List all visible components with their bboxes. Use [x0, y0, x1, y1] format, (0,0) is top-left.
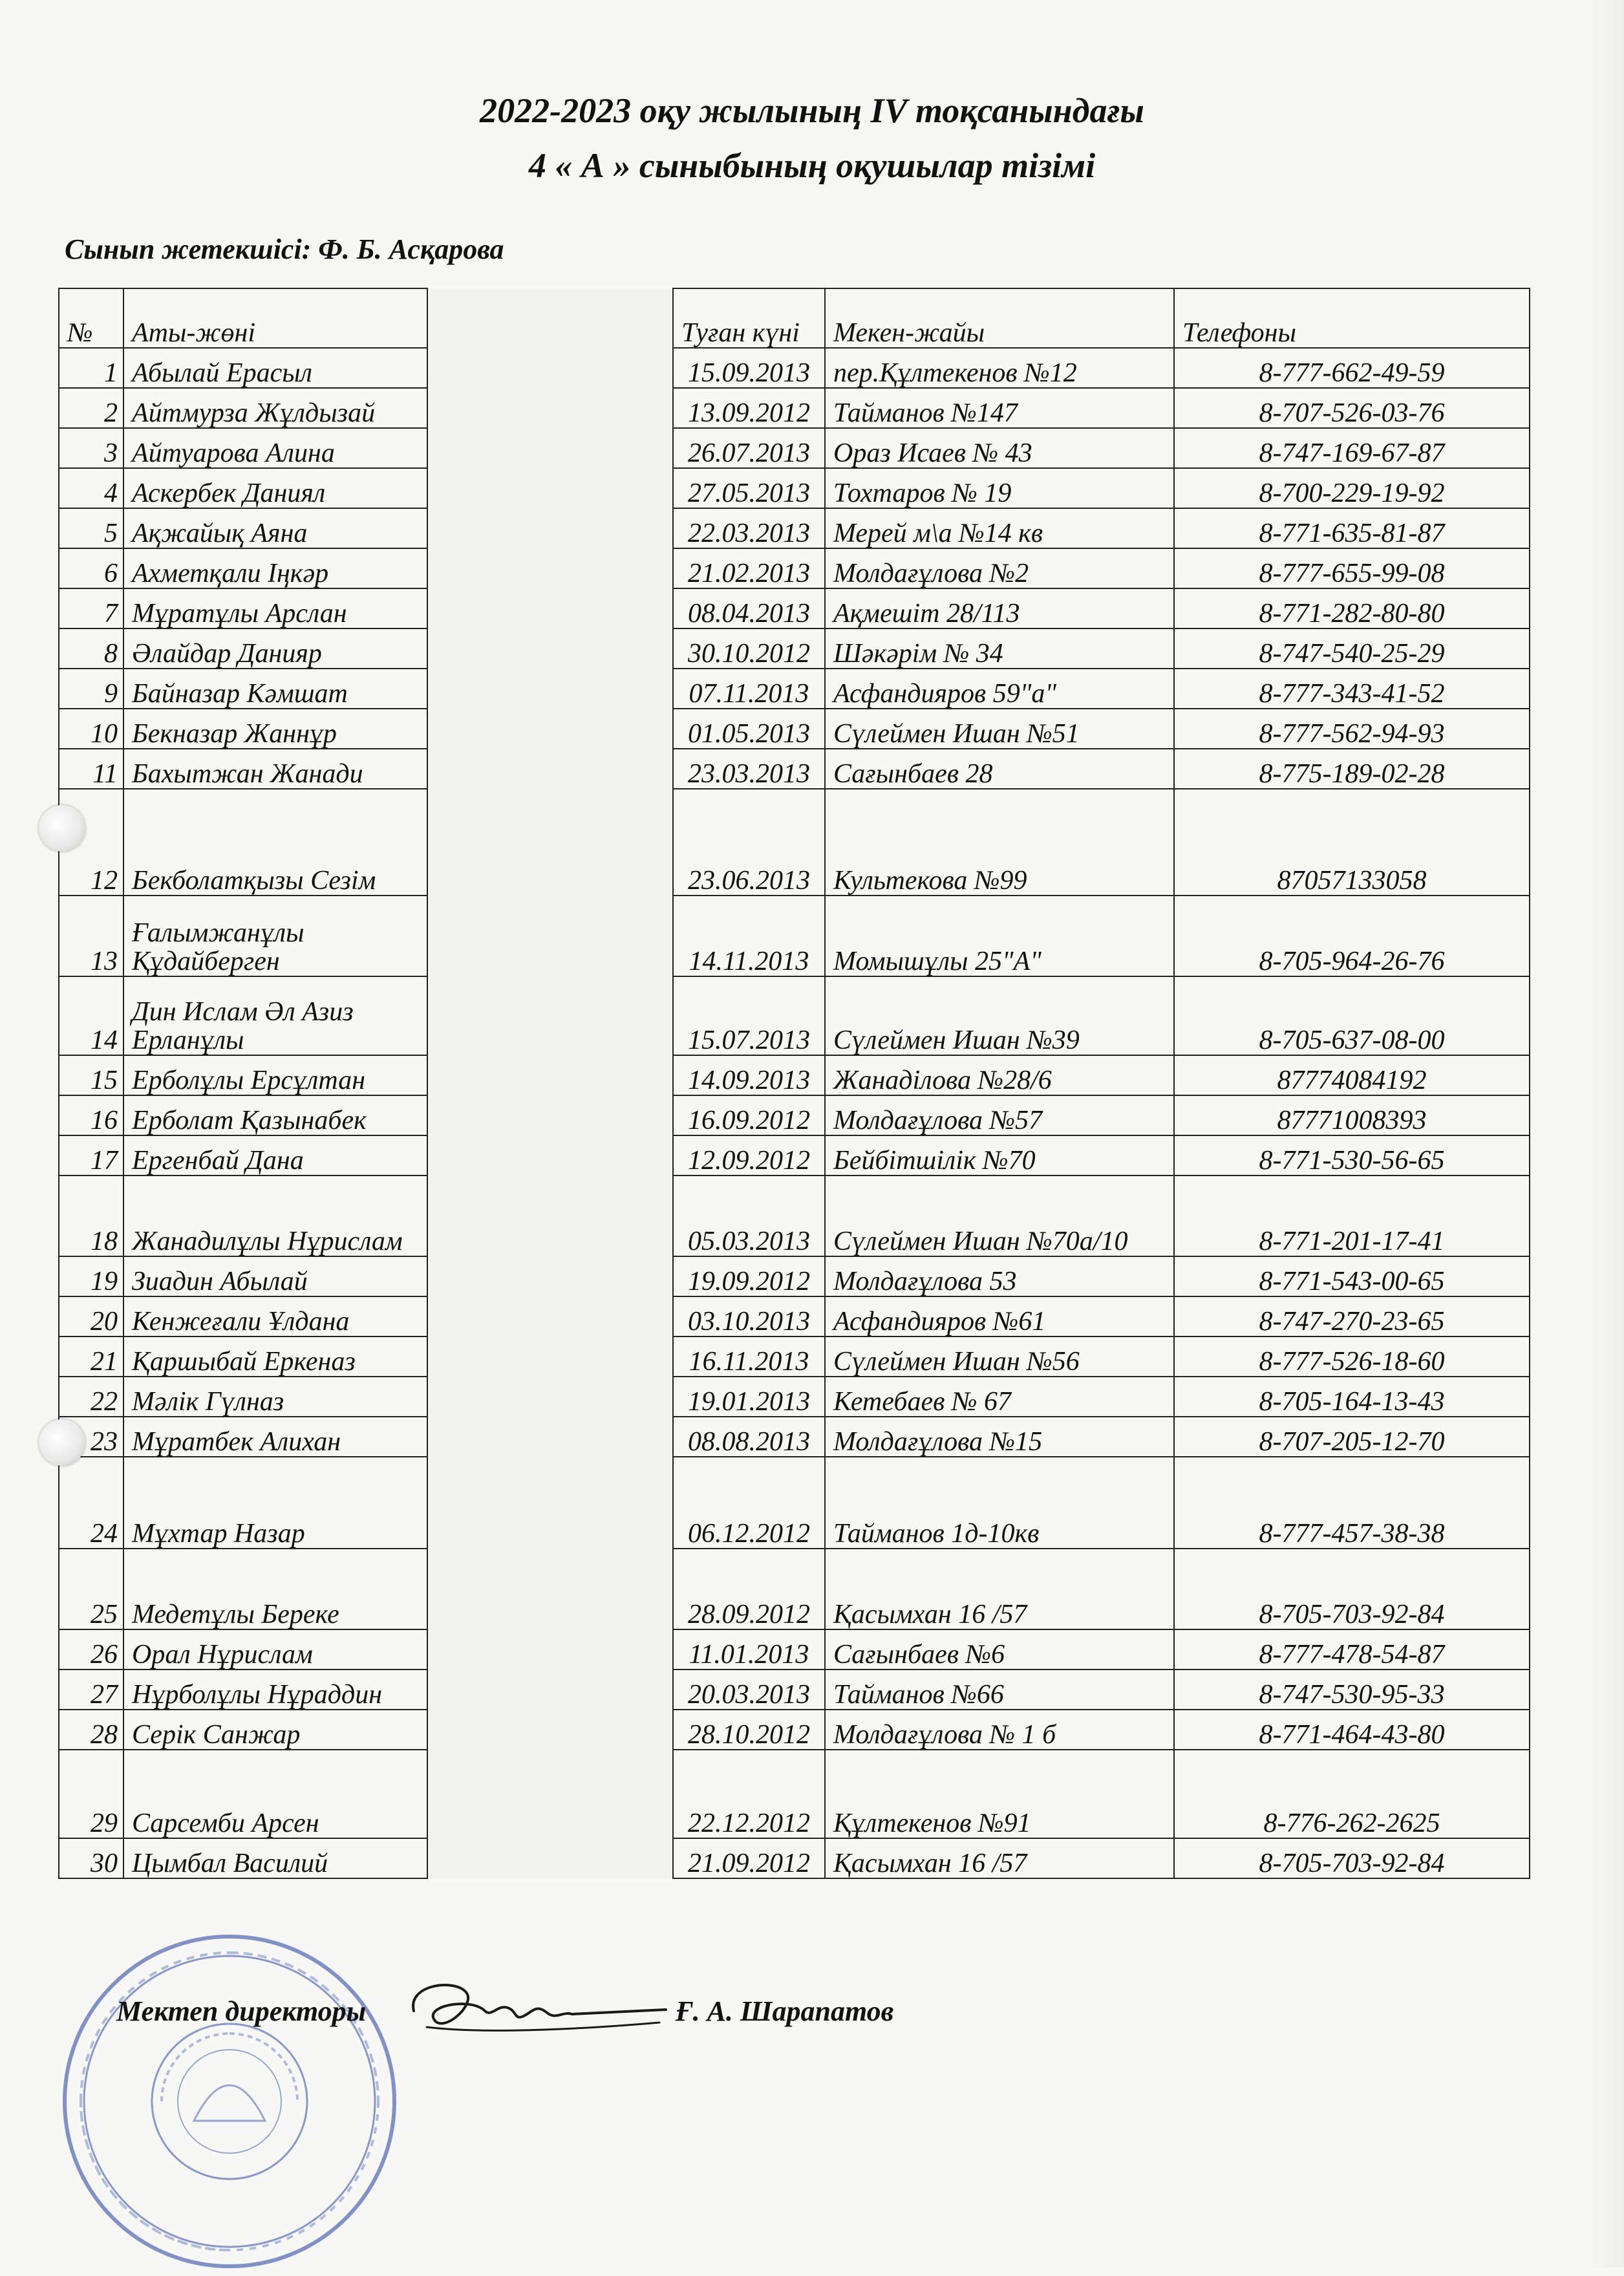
table-row — [59, 669, 1530, 709]
row-number: 19 — [59, 1256, 123, 1296]
birth-date: 07.11.2013 — [673, 669, 825, 709]
student-name: Дин Ислам Әл Азиз Ерланұлы — [123, 976, 427, 1055]
phone: 87774084192 — [1174, 1055, 1530, 1095]
birth-date: 27.05.2013 — [673, 468, 825, 508]
student-name: Байназар Кәмшат — [123, 669, 427, 709]
student-name: Сарсемби Арсен — [123, 1750, 427, 1838]
row-number: 28 — [59, 1710, 123, 1750]
birth-date: 28.09.2012 — [673, 1549, 825, 1629]
redacted-cell — [427, 628, 673, 669]
student-name: Ергенбай Дана — [123, 1135, 427, 1176]
row-number: 2 — [59, 388, 123, 428]
table-row — [59, 789, 1530, 896]
birth-date: 06.12.2012 — [673, 1457, 825, 1549]
student-name: Ерболұлы Ерсұлтан — [123, 1055, 427, 1095]
redacted-cell — [427, 976, 673, 1055]
student-name: Жанадилұлы Нұрислам — [123, 1176, 427, 1256]
student-name: Нұрболұлы Нұраддин — [123, 1669, 427, 1710]
birth-date: 30.10.2012 — [673, 628, 825, 669]
redacted-cell — [427, 388, 673, 428]
redacted-cell — [427, 508, 673, 548]
table-row — [59, 548, 1530, 588]
address: Тохтаров № 19 — [825, 468, 1174, 508]
row-number: 23 — [59, 1417, 123, 1457]
row-number: 25 — [59, 1549, 123, 1629]
phone: 8-771-282-80-80 — [1174, 588, 1530, 628]
address: Молдағұлова №57 — [825, 1095, 1174, 1135]
row-number: 5 — [59, 508, 123, 548]
redacted-cell — [427, 1838, 673, 1878]
redacted-cell — [427, 1669, 673, 1710]
student-name: Бахытжан Жанади — [123, 749, 427, 789]
table-row — [59, 588, 1530, 628]
redacted-cell — [427, 348, 673, 388]
birth-date: 14.09.2013 — [673, 1055, 825, 1095]
phone: 8-705-703-92-84 — [1174, 1838, 1530, 1878]
phone: 87057133058 — [1174, 789, 1530, 896]
table-row — [59, 1710, 1530, 1750]
class-teacher: Сынып жетекшісі: Ф. Б. Асқарова — [65, 233, 504, 265]
address: Молдағұлова №2 — [825, 548, 1174, 588]
row-number: 20 — [59, 1296, 123, 1337]
birth-date: 16.11.2013 — [673, 1337, 825, 1377]
birth-date: 19.09.2012 — [673, 1256, 825, 1296]
table-header-row — [59, 288, 1530, 348]
table-row — [59, 1417, 1530, 1457]
student-roster-table — [58, 288, 1530, 1879]
table-row — [59, 428, 1530, 468]
phone: 8-705-703-92-84 — [1174, 1549, 1530, 1629]
phone: 8-777-655-99-08 — [1174, 548, 1530, 588]
birth-date: 15.07.2013 — [673, 976, 825, 1055]
table-row — [59, 709, 1530, 749]
redacted-cell — [427, 896, 673, 976]
row-number: 14 — [59, 976, 123, 1055]
redacted-cell — [427, 1176, 673, 1256]
row-number: 7 — [59, 588, 123, 628]
row-number: 29 — [59, 1750, 123, 1838]
page-edge-shadow — [1585, 0, 1624, 2268]
row-number: 21 — [59, 1337, 123, 1377]
address: Бейбітшілік №70 — [825, 1135, 1174, 1176]
row-number: 10 — [59, 709, 123, 749]
document-title-line2: 4 « А » сыныбының оқушылар тізімі — [528, 146, 1096, 185]
phone: 8-777-343-41-52 — [1174, 669, 1530, 709]
birth-date: 21.02.2013 — [673, 548, 825, 588]
student-name: Цымбал Василий — [123, 1838, 427, 1878]
table-row — [59, 1055, 1530, 1095]
table-row — [59, 1256, 1530, 1296]
address: Тайманов №147 — [825, 388, 1174, 428]
address: Сағынбаев 28 — [825, 749, 1174, 789]
table-row — [59, 1838, 1530, 1878]
redacted-cell — [427, 588, 673, 628]
table-row — [59, 508, 1530, 548]
student-name: Ерболат Қазынабек — [123, 1095, 427, 1135]
phone: 87771008393 — [1174, 1095, 1530, 1135]
student-name: Аскербек Даниял — [123, 468, 427, 508]
student-name: Мұхтар Назар — [123, 1457, 427, 1549]
birth-date: 08.08.2013 — [673, 1417, 825, 1457]
table-row — [59, 1176, 1530, 1256]
redacted-cell — [427, 709, 673, 749]
phone: 8-771-201-17-41 — [1174, 1176, 1530, 1256]
birth-date: 14.11.2013 — [673, 896, 825, 976]
table-row — [59, 1629, 1530, 1669]
director-name: Ғ. А. Шарапатов — [676, 1995, 894, 2027]
table-row — [59, 1296, 1530, 1337]
table-row — [59, 1669, 1530, 1710]
address: Сүлеймен Ишан №70а/10 — [825, 1176, 1174, 1256]
table-body — [59, 348, 1530, 1878]
address: Молдағұлова 53 — [825, 1256, 1174, 1296]
student-name: Ахметқали Іңкәр — [123, 548, 427, 588]
phone: 8-771-543-00-65 — [1174, 1256, 1530, 1296]
row-number: 18 — [59, 1176, 123, 1256]
phone: 8-747-169-67-87 — [1174, 428, 1530, 468]
address: Сүлеймен Ишан №51 — [825, 709, 1174, 749]
address: Сүлеймен Ишан №39 — [825, 976, 1174, 1055]
student-name: Мұратұлы Арслан — [123, 588, 427, 628]
table-row — [59, 468, 1530, 508]
row-number: 26 — [59, 1629, 123, 1669]
column-header-name: Аты-жөні — [123, 288, 427, 348]
birth-date: 05.03.2013 — [673, 1176, 825, 1256]
column-header-address: Мекен-жайы — [825, 288, 1174, 348]
student-name: Абылай Ерасыл — [123, 348, 427, 388]
student-name: Кенжеғали Ұлдана — [123, 1296, 427, 1337]
redacted-cell — [427, 1296, 673, 1337]
phone: 8-771-635-81-87 — [1174, 508, 1530, 548]
student-name: Қаршыбай Еркеназ — [123, 1337, 427, 1377]
birth-date: 16.09.2012 — [673, 1095, 825, 1135]
row-number: 3 — [59, 428, 123, 468]
birth-date: 22.12.2012 — [673, 1750, 825, 1838]
birth-date: 26.07.2013 — [673, 428, 825, 468]
table-row — [59, 1377, 1530, 1417]
birth-date: 19.01.2013 — [673, 1377, 825, 1417]
table-row — [59, 749, 1530, 789]
student-name: Айтмурза Жұлдызай — [123, 388, 427, 428]
column-header-phone: Телефоны — [1174, 288, 1530, 348]
birth-date: 08.04.2013 — [673, 588, 825, 628]
phone: 8-747-540-25-29 — [1174, 628, 1530, 669]
address: Тайманов 1д-10кв — [825, 1457, 1174, 1549]
student-name: Ақжайық Аяна — [123, 508, 427, 548]
address: Мерей м\а №14 кв — [825, 508, 1174, 548]
table-row — [59, 348, 1530, 388]
student-name: Айтуарова Алина — [123, 428, 427, 468]
phone: 8-777-662-49-59 — [1174, 348, 1530, 388]
phone: 8-705-964-26-76 — [1174, 896, 1530, 976]
address: Жанадiлова №28/6 — [825, 1055, 1174, 1095]
student-name: Бекназар Жаннұр — [123, 709, 427, 749]
address: Момышұлы 25"А" — [825, 896, 1174, 976]
address: Сүлеймен Ишан №56 — [825, 1337, 1174, 1377]
punch-hole — [39, 805, 85, 852]
redacted-cell — [427, 669, 673, 709]
row-number: 16 — [59, 1095, 123, 1135]
table-row — [59, 1135, 1530, 1176]
table-row — [59, 976, 1530, 1055]
column-header-birth-date: Туған күні — [673, 288, 825, 348]
phone: 8-777-478-54-87 — [1174, 1629, 1530, 1669]
director-label: Мектеп директоры — [116, 1995, 367, 2027]
phone: 8-771-464-43-80 — [1174, 1710, 1530, 1750]
student-name: Мұратбек Алихан — [123, 1417, 427, 1457]
table-row — [59, 1095, 1530, 1135]
student-name: Бекболатқызы Сезім — [123, 789, 427, 896]
table-row — [59, 896, 1530, 976]
row-number: 24 — [59, 1457, 123, 1549]
birth-date: 12.09.2012 — [673, 1135, 825, 1176]
phone: 8-771-530-56-65 — [1174, 1135, 1530, 1176]
redacted-cell — [427, 1337, 673, 1377]
official-stamp — [55, 1927, 404, 2276]
row-number: 9 — [59, 669, 123, 709]
table-row — [59, 1750, 1530, 1838]
row-number: 8 — [59, 628, 123, 669]
table-row — [59, 1337, 1530, 1377]
student-name: Орал Нұрислам — [123, 1629, 427, 1669]
address: Культекова №99 — [825, 789, 1174, 896]
row-number: 1 — [59, 348, 123, 388]
redacted-cell — [427, 428, 673, 468]
phone: 8-776-262-2625 — [1174, 1750, 1530, 1838]
phone: 8-775-189-02-28 — [1174, 749, 1530, 789]
redacted-cell — [427, 1055, 673, 1095]
student-name: Медетұлы Береке — [123, 1549, 427, 1629]
table-row — [59, 628, 1530, 669]
address: Асфандияров №61 — [825, 1296, 1174, 1337]
table-row — [59, 1549, 1530, 1629]
birth-date: 13.09.2012 — [673, 388, 825, 428]
phone: 8-777-562-94-93 — [1174, 709, 1530, 749]
birth-date: 03.10.2013 — [673, 1296, 825, 1337]
address: Ақмешіт 28/113 — [825, 588, 1174, 628]
redacted-cell — [427, 1135, 673, 1176]
birth-date: 11.01.2013 — [673, 1629, 825, 1669]
row-number: 4 — [59, 468, 123, 508]
birth-date: 01.05.2013 — [673, 709, 825, 749]
redacted-cell — [427, 1629, 673, 1669]
redacted-cell — [427, 1457, 673, 1549]
redacted-column-header — [427, 288, 673, 348]
phone: 8-705-637-08-00 — [1174, 976, 1530, 1055]
redacted-cell — [427, 548, 673, 588]
row-number: 22 — [59, 1377, 123, 1417]
address: Құлтекенов №91 — [825, 1750, 1174, 1838]
redacted-cell — [427, 1750, 673, 1838]
punch-hole — [39, 1419, 85, 1466]
redacted-cell — [427, 1377, 673, 1417]
redacted-cell — [427, 789, 673, 896]
address: Тайманов №66 — [825, 1669, 1174, 1710]
phone: 8-707-205-12-70 — [1174, 1417, 1530, 1457]
address: Ораз Исаев № 43 — [825, 428, 1174, 468]
address: Кетебаев № 67 — [825, 1377, 1174, 1417]
birth-date: 21.09.2012 — [673, 1838, 825, 1878]
redacted-cell — [427, 468, 673, 508]
phone: 8-700-229-19-92 — [1174, 468, 1530, 508]
phone: 8-747-530-95-33 — [1174, 1669, 1530, 1710]
redacted-cell — [427, 749, 673, 789]
redacted-cell — [427, 1417, 673, 1457]
birth-date: 23.06.2013 — [673, 789, 825, 896]
document-title-line1: 2022-2023 оқу жылының IV тоқсанындағы — [480, 91, 1144, 130]
row-number: 27 — [59, 1669, 123, 1710]
birth-date: 23.03.2013 — [673, 749, 825, 789]
address: Сағынбаев №6 — [825, 1629, 1174, 1669]
phone: 8-747-270-23-65 — [1174, 1296, 1530, 1337]
student-name: Мәлік Гүлназ — [123, 1377, 427, 1417]
address: Қасымхан 16 /57 — [825, 1549, 1174, 1629]
row-number: 30 — [59, 1838, 123, 1878]
phone: 8-705-164-13-43 — [1174, 1377, 1530, 1417]
address: Шәкәрім № 34 — [825, 628, 1174, 669]
table-row — [59, 388, 1530, 428]
phone: 8-777-457-38-38 — [1174, 1457, 1530, 1549]
director-signature — [401, 1966, 672, 2050]
redacted-cell — [427, 1256, 673, 1296]
table-row — [59, 1457, 1530, 1549]
phone: 8-777-526-18-60 — [1174, 1337, 1530, 1377]
column-header-number: № — [59, 288, 123, 348]
address: пер.Құлтекенов №12 — [825, 348, 1174, 388]
birth-date: 15.09.2013 — [673, 348, 825, 388]
birth-date: 20.03.2013 — [673, 1669, 825, 1710]
birth-date: 28.10.2012 — [673, 1710, 825, 1750]
redacted-cell — [427, 1710, 673, 1750]
row-number: 6 — [59, 548, 123, 588]
row-number: 17 — [59, 1135, 123, 1176]
student-name: Ғалымжанұлы Құдайберген — [123, 896, 427, 976]
phone: 8-707-526-03-76 — [1174, 388, 1530, 428]
address: Молдағұлова № 1 б — [825, 1710, 1174, 1750]
address: Қасымхан 16 /57 — [825, 1838, 1174, 1878]
student-name: Әлайдар Данияр — [123, 628, 427, 669]
row-number: 12 — [59, 789, 123, 896]
row-number: 15 — [59, 1055, 123, 1095]
row-number: 11 — [59, 749, 123, 789]
student-name: Зиадин Абылай — [123, 1256, 427, 1296]
redacted-cell — [427, 1095, 673, 1135]
address: Асфандияров 59"а" — [825, 669, 1174, 709]
student-name: Серік Санжар — [123, 1710, 427, 1750]
birth-date: 22.03.2013 — [673, 508, 825, 548]
address: Молдағұлова №15 — [825, 1417, 1174, 1457]
row-number: 13 — [59, 896, 123, 976]
redacted-cell — [427, 1549, 673, 1629]
